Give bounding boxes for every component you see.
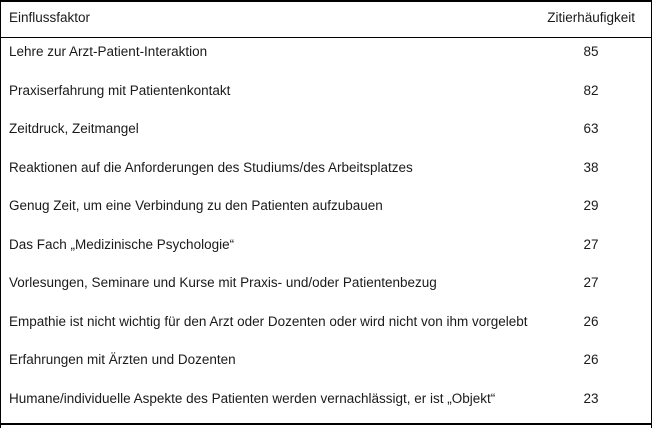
factor-cell: Lehre zur Arzt-Patient-Interaktion: [9, 44, 208, 59]
column-header-zitierhaeufigkeit: Zitierhäufigkeit: [547, 10, 635, 25]
factor-cell: Zeitdruck, Zeitmangel: [9, 121, 139, 136]
column-header-einflussfaktor: Einflussfaktor: [9, 10, 91, 25]
frequency-cell: 29: [583, 198, 599, 213]
frequency-cell: 38: [583, 159, 599, 175]
frequency-cell: 27: [583, 275, 599, 290]
table-row: [1, 115, 651, 154]
factor-cell: Reaktionen auf die Anforderungen des Studiums/des Arbeitsplatzes: [9, 159, 413, 175]
frequency-cell: 23: [583, 390, 599, 406]
table-row: [1, 308, 651, 347]
factor-cell: Genug Zeit, um eine Verbindung zu den Patienten aufzubauen: [9, 198, 383, 213]
table-row: [1, 154, 651, 193]
frequency-cell: 26: [583, 352, 599, 367]
table-row: [1, 38, 651, 77]
table-row: [1, 346, 651, 385]
frequency-cell: 82: [583, 82, 599, 98]
factor-cell: Praxiserfahrung mit Patientenkontakt: [9, 82, 231, 98]
frequency-cell: 26: [583, 313, 599, 329]
factor-cell: Erfahrungen mit Ärzten und Dozenten: [9, 352, 236, 367]
frequency-cell: 63: [583, 121, 599, 136]
frequency-cell: 85: [583, 44, 599, 59]
table-row: [1, 192, 651, 231]
table-row: [1, 269, 651, 308]
table-row: [1, 231, 651, 270]
table-bottom-rule: [1, 423, 651, 425]
factor-cell: Vorlesungen, Seminare und Kurse mit Praxis- und/oder Patientenbezug: [9, 275, 437, 290]
frequency-cell: 27: [583, 236, 599, 252]
factor-cell: Humane/individuelle Aspekte des Patienten werden vernachlässigt, er ist „Objekt“: [9, 390, 496, 406]
table-row: [1, 385, 651, 424]
table-header-row: [1, 2, 651, 38]
table-row: [1, 77, 651, 116]
factor-cell: Das Fach „Medizinische Psychologie“: [9, 236, 235, 252]
table-body: [1, 38, 651, 423]
factor-cell: Empathie ist nicht wichtig für den Arzt oder Dozenten oder wird nicht von ihm vorgelebt: [9, 313, 528, 329]
